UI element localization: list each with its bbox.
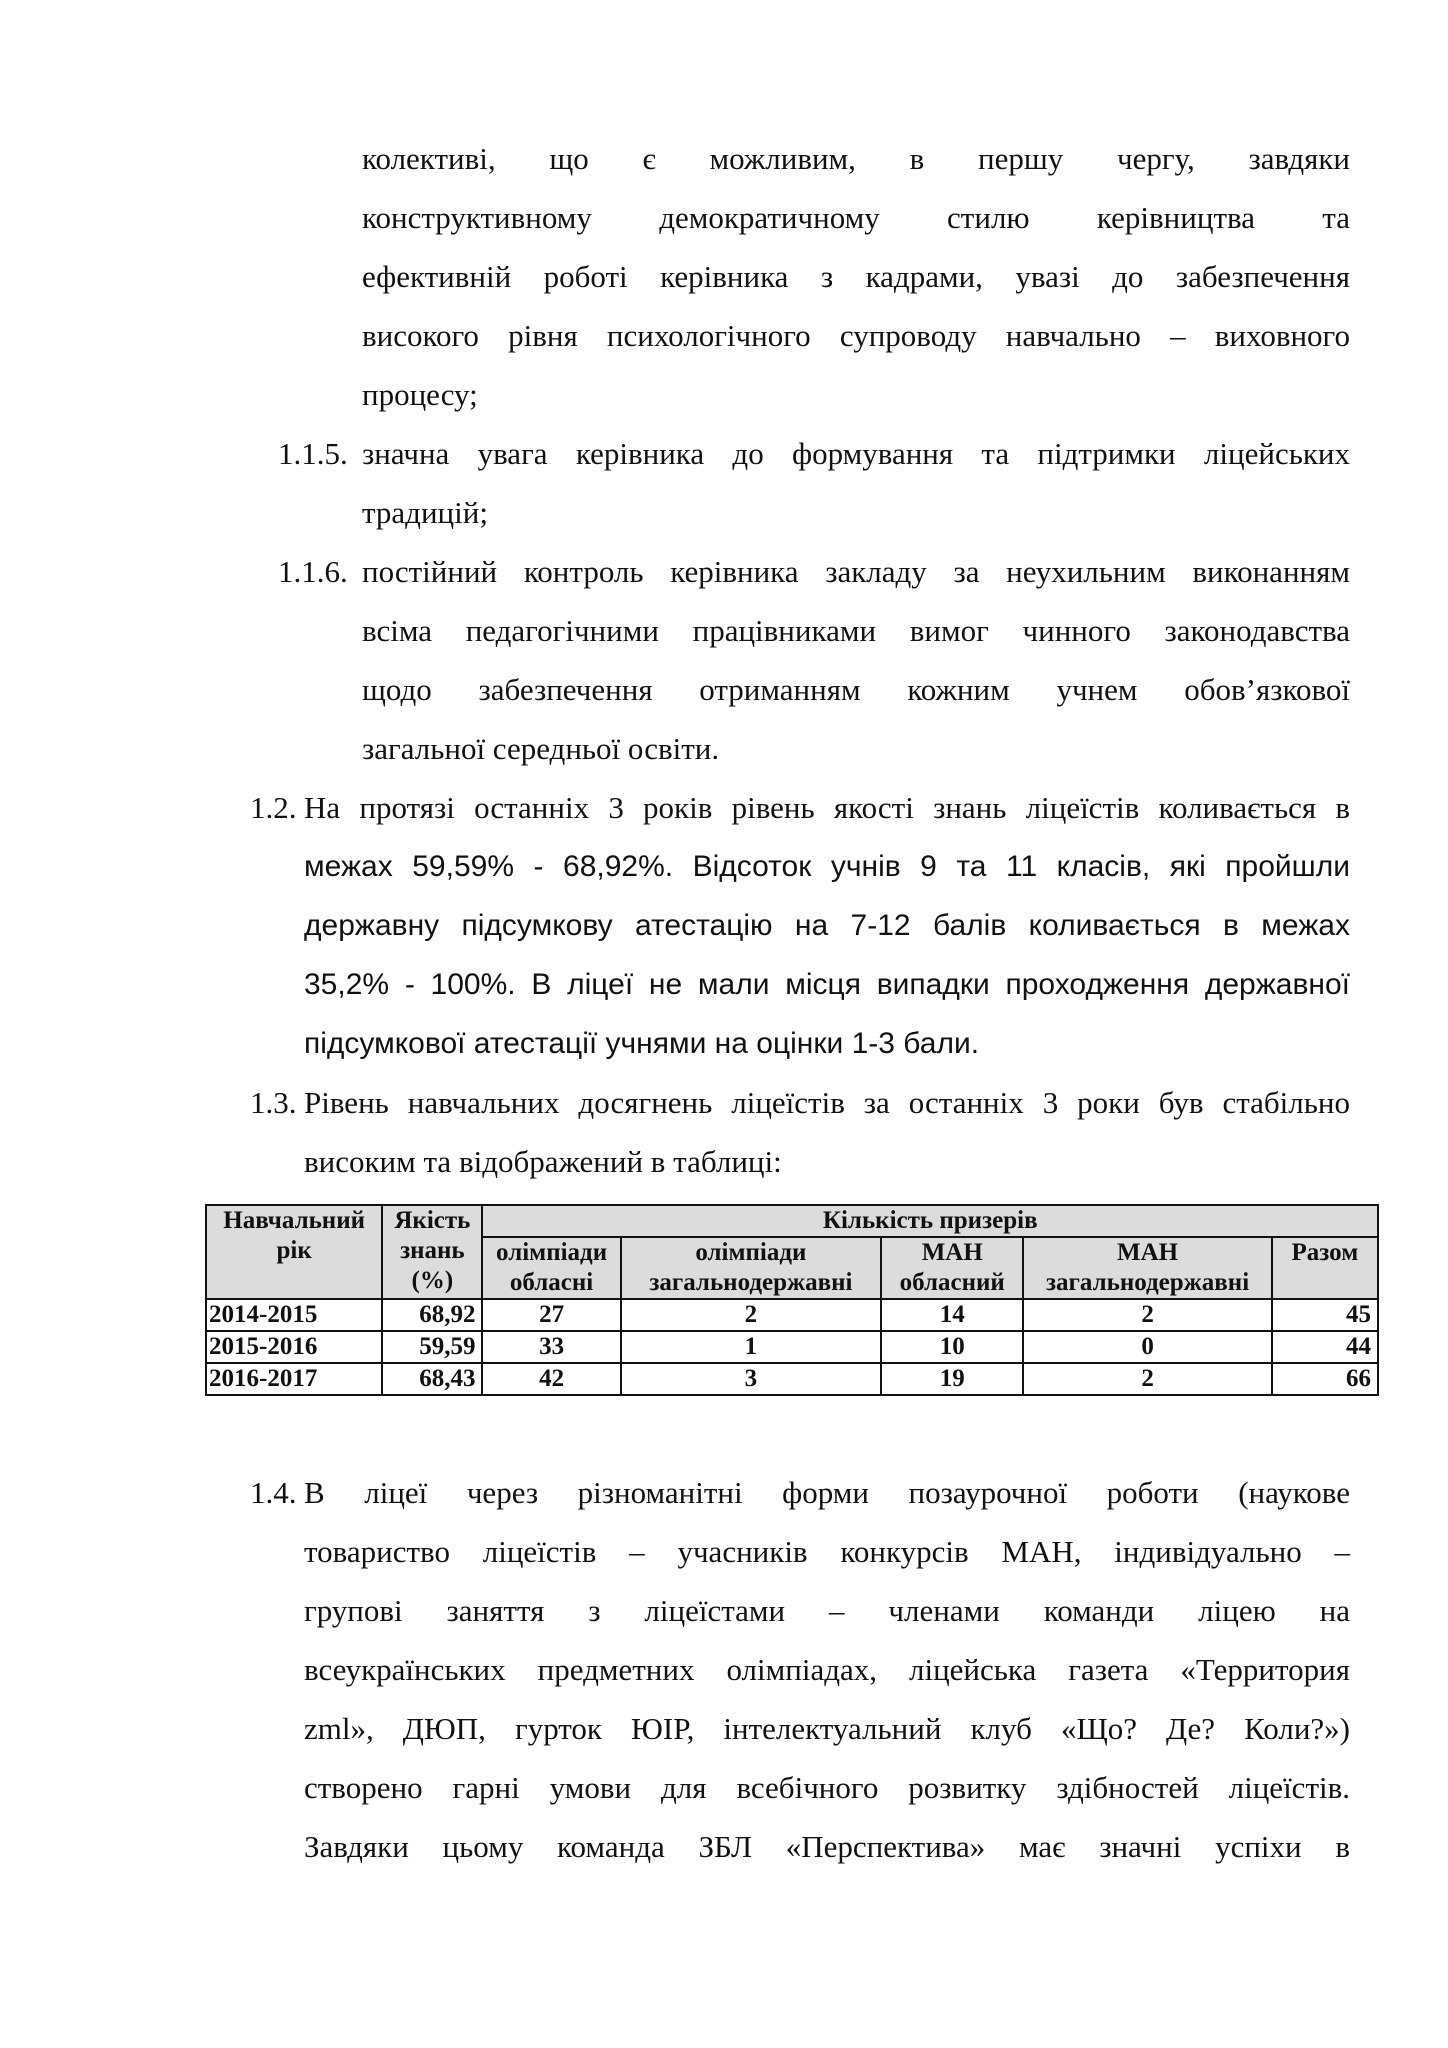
text-line: щодо забезпечення отриманням кожним учнем обов’язкової [362,672,1350,707]
text-line: загальної середньої освіти. [362,731,720,766]
cell-quality: 59,59 [382,1331,482,1363]
cell-quality: 68,43 [382,1363,482,1395]
text-line: межах 59,59% - 68,92%. Відсоток учнів 9 та 11 класів, які пройшли [304,850,1350,883]
text-line: zml», ДЮП, гурток ЮІР, інтелектуальний клуб «Що? Де? Коли?») [304,1711,1350,1746]
text-line: товариство ліцеїстів – учасників конкурсів МАН, індивідуально – [304,1534,1350,1569]
cell-year: 2015-2016 [206,1331,382,1363]
cell-olympiad-regional: 33 [482,1331,620,1363]
text-line: державну підсумкову атестацію на 7-12 балів коливається в межах [304,909,1350,942]
cell-year: 2014-2015 [206,1299,382,1331]
cell-olympiad-national: 2 [621,1299,881,1331]
cell-olympiad-regional: 27 [482,1299,620,1331]
text-line: підсумкової атестації учнями на оцінки 1-3 бали. [304,1027,980,1060]
cell-olympiad-regional: 42 [482,1363,620,1395]
text-line: високого рівня психологічного супроводу навчально – виховного [362,318,1350,353]
cell-man-national: 2 [1023,1299,1271,1331]
cell-total: 66 [1272,1363,1378,1395]
text-line: процесу; [362,377,478,412]
text-line: 35,2% - 100%. В ліцеї не мали місця випадки проходження державної [304,968,1350,1001]
item-number: 1.4. [250,1475,297,1510]
cell-year: 2016-2017 [206,1363,382,1395]
cell-quality: 68,92 [382,1299,482,1331]
header-olympiad-national: олімпіади загальнодержавні [621,1237,881,1299]
text-line: Завдяки цьому команда ЗБЛ «Перспектива» має значні успіхи в [304,1829,1350,1864]
header-academic-year: Навчальний рік [206,1205,382,1299]
item-number: 1.2. [250,790,297,825]
table-row [206,1331,1378,1363]
header-man-national: МАН загальнодержавні [1023,1237,1271,1299]
text-line: створено гарні умови для всебічного розвитку здібностей ліцеїстів. [304,1770,1350,1805]
text-line: Рівень навчальних досягнень ліцеїстів за останніх 3 роки був стабільно [304,1085,1350,1120]
text-line: постійний контроль керівника закладу за неухильним виконанням [362,554,1350,589]
cell-total: 45 [1272,1299,1378,1331]
text-line: високим та відображений в таблиці: [304,1144,782,1179]
text-line: ефективній роботі керівника з кадрами, увазі до забезпечення [362,259,1350,294]
header-winners-count: Кількість призерів [482,1205,1378,1237]
item-number: 1.1.6. [278,554,348,589]
cell-total: 44 [1272,1331,1378,1363]
cell-man-regional: 19 [881,1363,1023,1395]
table-row [206,1363,1378,1395]
text-line: колективі, що є можливим, в першу чергу, завдяки [362,141,1350,176]
item-number: 1.3. [250,1085,297,1120]
header-total: Разом [1272,1237,1378,1299]
text-line: конструктивному демократичному стилю керівництва та [362,200,1350,235]
text-line: На протязі останніх 3 років рівень якості знань ліцеїстів коливається в [304,790,1350,825]
text-line: В ліцеї через різноманітні форми позаурочної роботи (наукове [304,1475,1350,1510]
item-number: 1.1.5. [278,436,348,471]
text-line: значна увага керівника до формування та підтримки ліцейських [362,436,1350,471]
awards-table [205,1204,1379,1396]
header-olympiad-regional: олімпіади обласні [482,1237,620,1299]
text-line: всіма педагогічними працівниками вимог чинного законодавства [362,613,1350,648]
cell-man-regional: 14 [881,1299,1023,1331]
text-line: всеукраїнських предметних олімпіадах, ліцейська газета «Территория [304,1652,1350,1687]
table-row [206,1299,1378,1331]
text-line: традицій; [362,495,488,530]
cell-olympiad-national: 3 [621,1363,881,1395]
cell-olympiad-national: 1 [621,1331,881,1363]
cell-man-regional: 10 [881,1331,1023,1363]
header-man-regional: МАН обласний [881,1237,1023,1299]
header-knowledge-quality: Якість знань (%) [382,1205,482,1299]
cell-man-national: 0 [1023,1331,1271,1363]
cell-man-national: 2 [1023,1363,1271,1395]
text-line: групові заняття з ліцеїстами – членами команди ліцею на [304,1593,1350,1628]
